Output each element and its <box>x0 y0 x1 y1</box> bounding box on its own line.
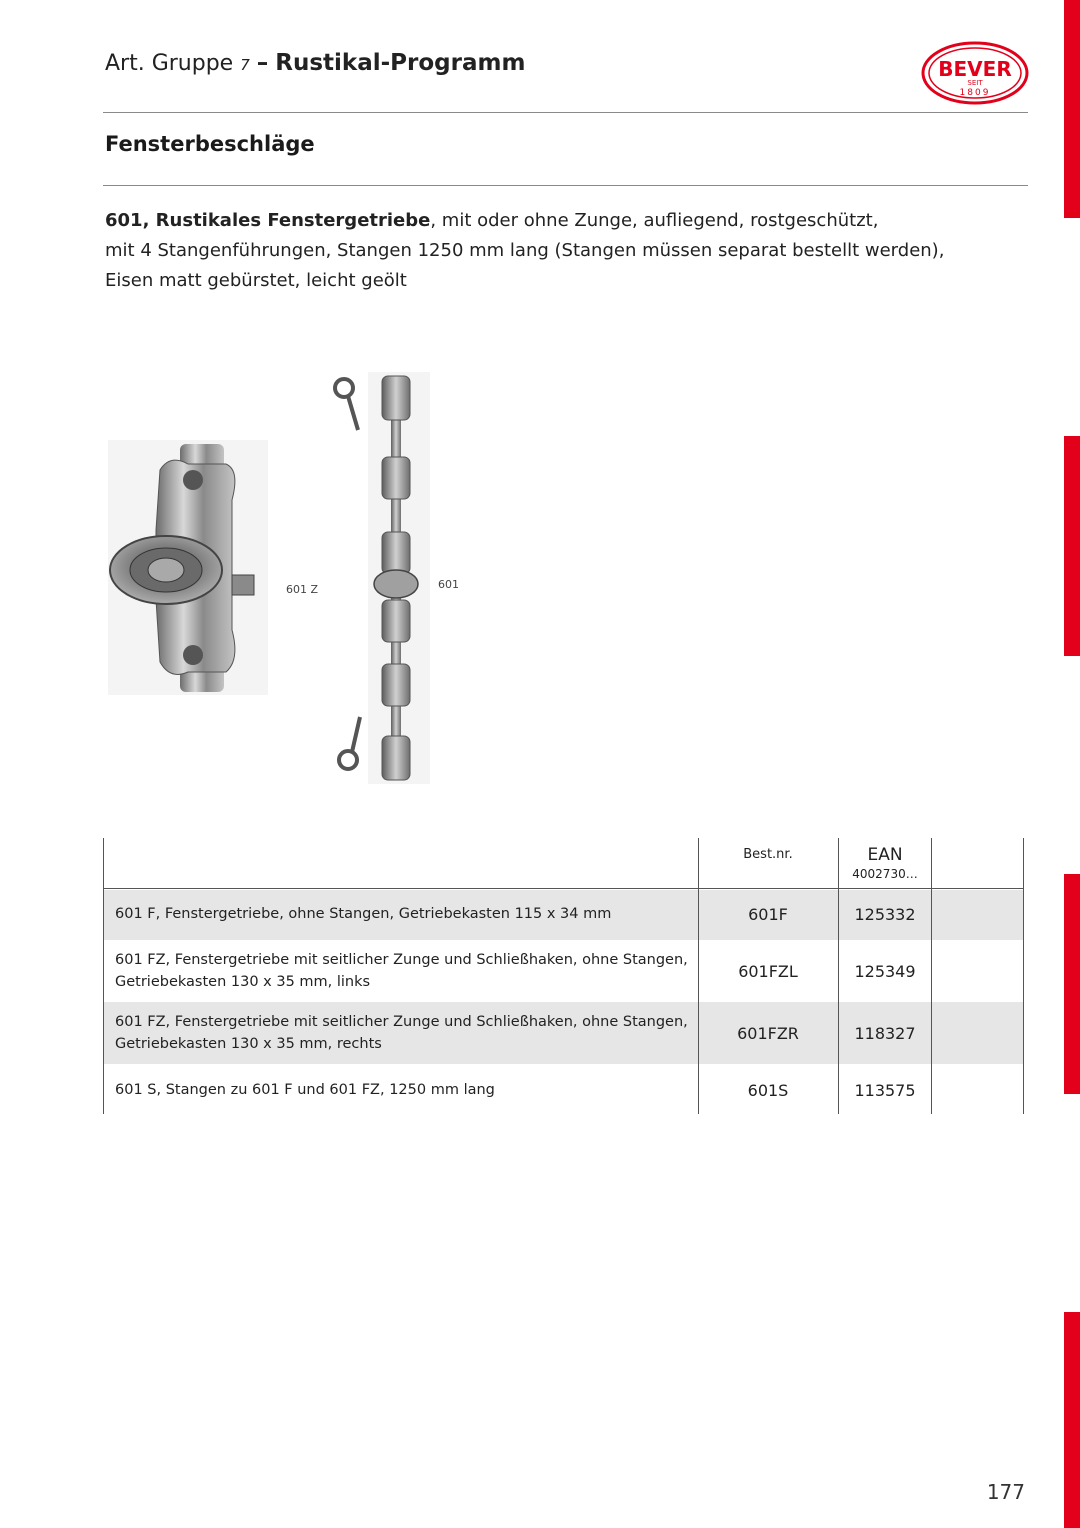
table-row-3-ean: 118327 <box>854 1024 916 1043</box>
table-line-right <box>1023 838 1024 1114</box>
table-row-2-desc-line1: 601 FZ, Fenstergetriebe mit seitlicher Zunge und Schließhaken, ohne Stangen, <box>115 952 688 968</box>
red-edge-tab-1 <box>1064 0 1080 218</box>
page-header <box>105 50 525 76</box>
table-header-bottom-line <box>103 888 1024 889</box>
table-row-3-desc-line2: Getriebekasten 130 x 35 mm, rechts <box>115 1036 382 1052</box>
table-row-3-desc-line1: 601 FZ, Fenstergetriebe mit seitlicher Zunge und Schließhaken, ohne Stangen, <box>115 1014 688 1030</box>
bever-logo <box>920 40 1030 106</box>
product-image-601z <box>108 440 268 695</box>
logo-brand: BEVER <box>938 57 1012 81</box>
product-description <box>105 206 985 296</box>
header-group-number: 7 <box>240 56 250 74</box>
red-edge-tab-3 <box>1064 874 1080 1094</box>
table-row-1-ean: 125332 <box>854 905 916 924</box>
table-row-4-bestnr: 601S <box>747 1081 789 1100</box>
header-prefix: Art. Gruppe <box>105 51 234 76</box>
header-divider <box>103 112 1028 113</box>
table-row-4-ean: 113575 <box>854 1081 916 1100</box>
table-line-ean-right <box>931 838 932 1114</box>
image-caption-601: 601 <box>438 578 459 591</box>
table-row-4-desc: 601 S, Stangen zu 601 F und 601 FZ, 1250 mm lang <box>115 1082 495 1098</box>
description-lead: 601, Rustikales Fenstergetriebe <box>105 210 431 231</box>
table-row-1-bestnr: 601F <box>748 905 788 924</box>
red-edge-tab-2 <box>1064 436 1080 656</box>
table-header-ean: EAN <box>867 845 903 865</box>
table-line-left <box>103 838 104 1114</box>
image-caption-601z: 601 Z <box>286 583 319 596</box>
description-line-1 <box>105 206 985 236</box>
description-line-2: mit 4 Stangenführungen, Stangen 1250 mm lang (Stangen müssen separat bestellt werden), <box>105 240 945 261</box>
table-line-desc-right <box>698 838 699 1114</box>
table-row-2-bestnr: 601FZL <box>738 962 798 981</box>
section-divider <box>103 185 1028 186</box>
table-row-3-bestnr: 601FZR <box>737 1024 799 1043</box>
page-number: 177 <box>986 1480 1025 1504</box>
header-dash: – <box>256 50 269 76</box>
table-header-ean-prefix: 4002730… <box>852 867 918 881</box>
table-row-2-desc-line2: Getriebekasten 130 x 35 mm, links <box>115 974 371 990</box>
logo-seit: SEIT <box>967 79 983 87</box>
logo-year: 1809 <box>959 88 991 98</box>
table-line-bestnr-right <box>838 838 839 1114</box>
table-header-bestnr: Best.nr. <box>743 847 793 862</box>
description-line-1-rest: , mit oder ohne Zunge, aufliegend, rostgeschützt, <box>430 210 879 231</box>
table-row-1-desc: 601 F, Fenstergetriebe, ohne Stangen, Getriebekasten 115 x 34 mm <box>115 906 612 922</box>
red-edge-tab-4 <box>1064 1312 1080 1528</box>
description-line-3: Eisen matt gebürstet, leicht geölt <box>105 270 407 291</box>
table-row-2-ean: 125349 <box>854 962 916 981</box>
header-title: Rustikal-Programm <box>275 50 526 76</box>
section-title: Fensterbeschläge <box>105 132 315 156</box>
product-image-601 <box>328 372 433 784</box>
